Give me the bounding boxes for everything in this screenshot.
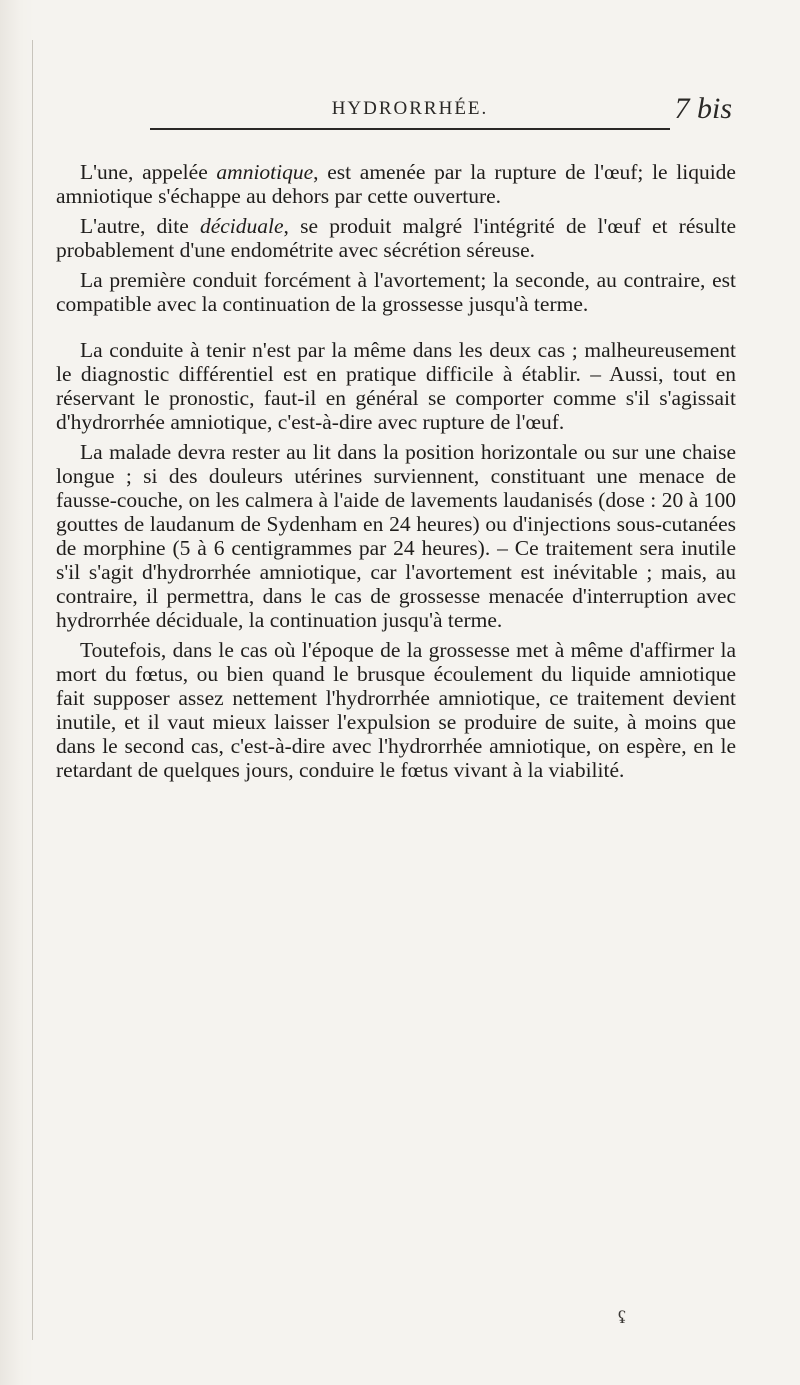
running-title: HYDRORRHÉE. [331,98,489,119]
header-rule [150,128,670,130]
paragraph-3: La première conduit forcément à l'avortement; la seconde, au contraire, est compatible avec la continuation de la grossesse jusqu'à terme. [56,268,736,316]
term-amniotique: amniotique [216,160,314,184]
paragraph-6: Toutefois, dans le cas où l'époque de la grossesse met à même d'affirmer la mort du fœtus, ou bien quand le brusque écoulement du liquide amniotique fait supposer assez nettement l'hydrorrhée amniotique, ce traitement devient inutile, et il vaut mieux laisser l'expulsion se produire de suite, à moins que dans le second cas, c'est-à-dire avec l'hydrorrhée amniotique, on espère, en le retardant de quelques jours, conduire le fœtus vivant à la viabilité. [56,638,736,782]
paragraph-1: L'une, appelée amniotique, est amenée par la rupture de l'œuf; le liquide amniotique s'échappe au dehors par cette ouverture. [56,160,736,208]
page-edge-line [32,40,33,1340]
running-head [60,92,760,138]
footer-mark: ʢ [618,1307,626,1327]
paragraph-4: La conduite à tenir n'est par la même dans les deux cas ; malheureusement le diagnostic différentiel est en pratique difficile à établir. – Aussi, tout en réservant le pronostic, faut-il en général se comporter comme s'il s'agissait d'hydrorrhée amniotique, c'est-à-dire avec rupture de l'œuf. [56,338,736,434]
body-text [56,160,736,782]
term-deciduale: déciduale [199,214,284,238]
page-number-digit: 7 [674,92,690,125]
page-number [674,92,732,126]
page-gutter-shadow [0,0,34,1385]
paragraph-2: L'autre, dite déciduale, se produit malgré l'intégrité de l'œuf et résulte probablement d'une endométrite avec sécrétion séreuse. [56,214,736,262]
paragraph-5: La malade devra rester au lit dans la position horizontale ou sur une chaise longue ; si des douleurs utérines surviennent, constituant une menace de fausse-couche, on les calmera à l'aide de lavements laudanisés (dose : 20 à 100 gouttes de laudanum de Sydenham en 24 heures) ou d'injections sous-cutanées de morphine (5 à 6 centigrammes par 24 heures). – Ce traitement sera inutile s'il s'agit d'hydrorrhée amniotique, car l'avortement est inévitable ; mais, au contraire, il permettra, dans le cas de grossesse menacée d'interruption avec hydrorrhée déciduale, la continuation jusqu'à terme. [56,440,736,632]
page-number-suffix: bis [696,92,732,125]
